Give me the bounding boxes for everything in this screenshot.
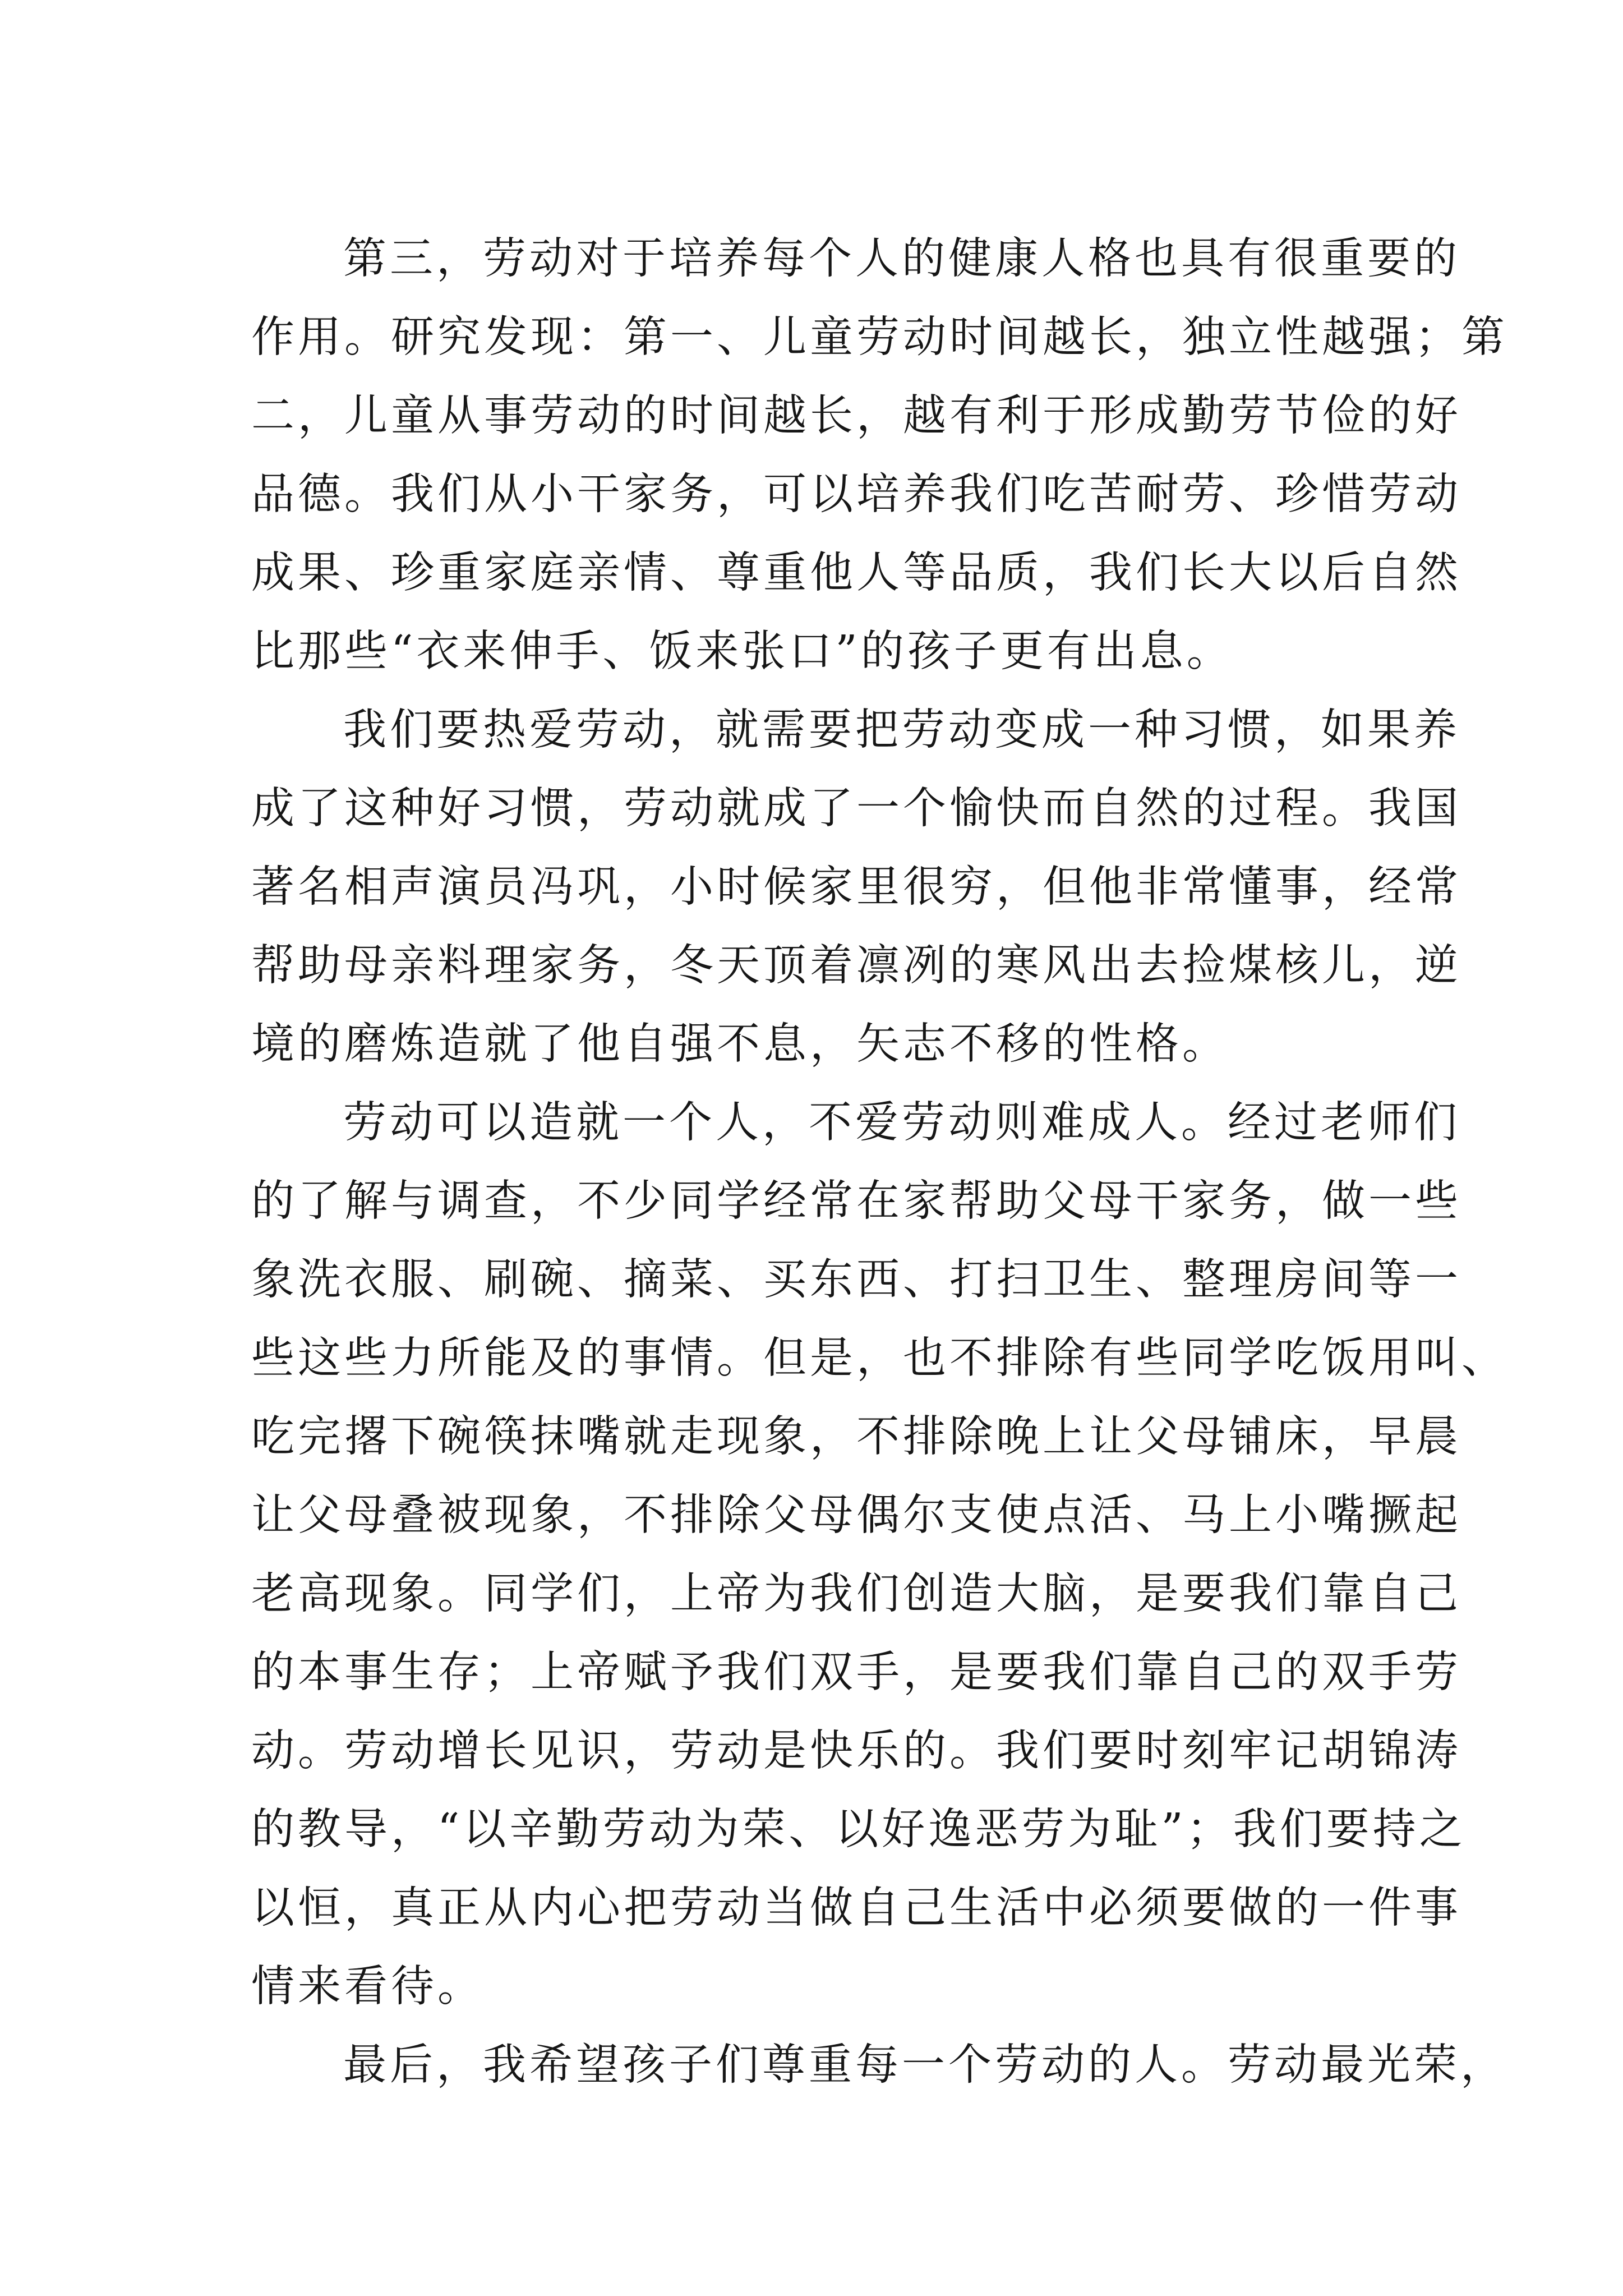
text-line: 老高现象。同学们，上帝为我们创造大脑，是要我们靠自己 xyxy=(251,1569,1461,1619)
text-line: 著名相声演员冯巩，小时候家里很穷，但他非常懂事，经常 xyxy=(251,862,1461,912)
paragraph-1 xyxy=(251,220,1508,691)
text-line: 以恒，真正从内心把劳动当做自己生活中必须要做的一件事 xyxy=(251,1883,1461,1933)
text-line: 比那些“衣来伸手、饭来张口”的孩子更有出息。 xyxy=(251,627,1233,677)
text-line: 劳动可以造就一个人，不爱劳动则难成人。经过老师们 xyxy=(343,1098,1460,1148)
text-line: 的本事生存；上帝赋予我们双手，是要我们靠自己的双手劳 xyxy=(251,1648,1461,1697)
document-body xyxy=(251,220,1508,2105)
text-line: 让父母叠被现象，不排除父母偶尔支使点活、马上小嘴撅起 xyxy=(251,1490,1461,1540)
text-line: 最后，我希望孩子们尊重每一个劳动的人。劳动最光荣， xyxy=(343,2040,1507,2090)
text-line: 吃完撂下碗筷抹嘴就走现象，不排除晚上让父母铺床，早晨 xyxy=(251,1412,1461,1462)
text-line: 我们要热爱劳动，就需要把劳动变成一种习惯，如果养 xyxy=(343,705,1460,755)
text-line: 第三，劳动对于培养每个人的健康人格也具有很重要的 xyxy=(343,234,1460,284)
text-line: 象洗衣服、刷碗、摘菜、买东西、打扫卫生、整理房间等一 xyxy=(251,1255,1461,1305)
text-line: 作用。研究发现：第一、儿童劳动时间越长，独立性越强；第 xyxy=(251,312,1508,362)
text-line: 的了解与调查，不少同学经常在家帮助父母干家务，做一些 xyxy=(251,1176,1461,1226)
text-line: 动。劳动增长见识，劳动是快乐的。我们要时刻牢记胡锦涛 xyxy=(251,1726,1461,1776)
text-line: 成了这种好习惯，劳动就成了一个愉快而自然的过程。我国 xyxy=(251,784,1461,834)
text-line: 品德。我们从小干家务，可以培养我们吃苦耐劳、珍惜劳动 xyxy=(251,470,1461,519)
text-line: 成果、珍重家庭亲情、尊重他人等品质，我们长大以后自然 xyxy=(251,548,1461,598)
text-line: 帮助母亲料理家务，冬天顶着凛冽的寒风出去捡煤核儿，逆 xyxy=(251,941,1461,991)
text-line: 情来看待。 xyxy=(251,1962,484,2012)
paragraph-4 xyxy=(251,2026,1507,2105)
paragraph-3 xyxy=(251,1084,1508,2026)
text-line: 的教导，“以辛勤劳动为荣、以好逸恶劳为耻”；我们要持之 xyxy=(251,1805,1466,1855)
text-line: 二，儿童从事劳动的时间越长，越有利于形成勤劳节俭的好 xyxy=(251,391,1461,441)
text-line: 些这些力所能及的事情。但是，也不排除有些同学吃饭用叫、 xyxy=(251,1333,1508,1383)
text-line: 境的磨炼造就了他自强不息，矢志不移的性格。 xyxy=(251,1019,1229,1069)
paragraph-2 xyxy=(251,691,1461,1084)
